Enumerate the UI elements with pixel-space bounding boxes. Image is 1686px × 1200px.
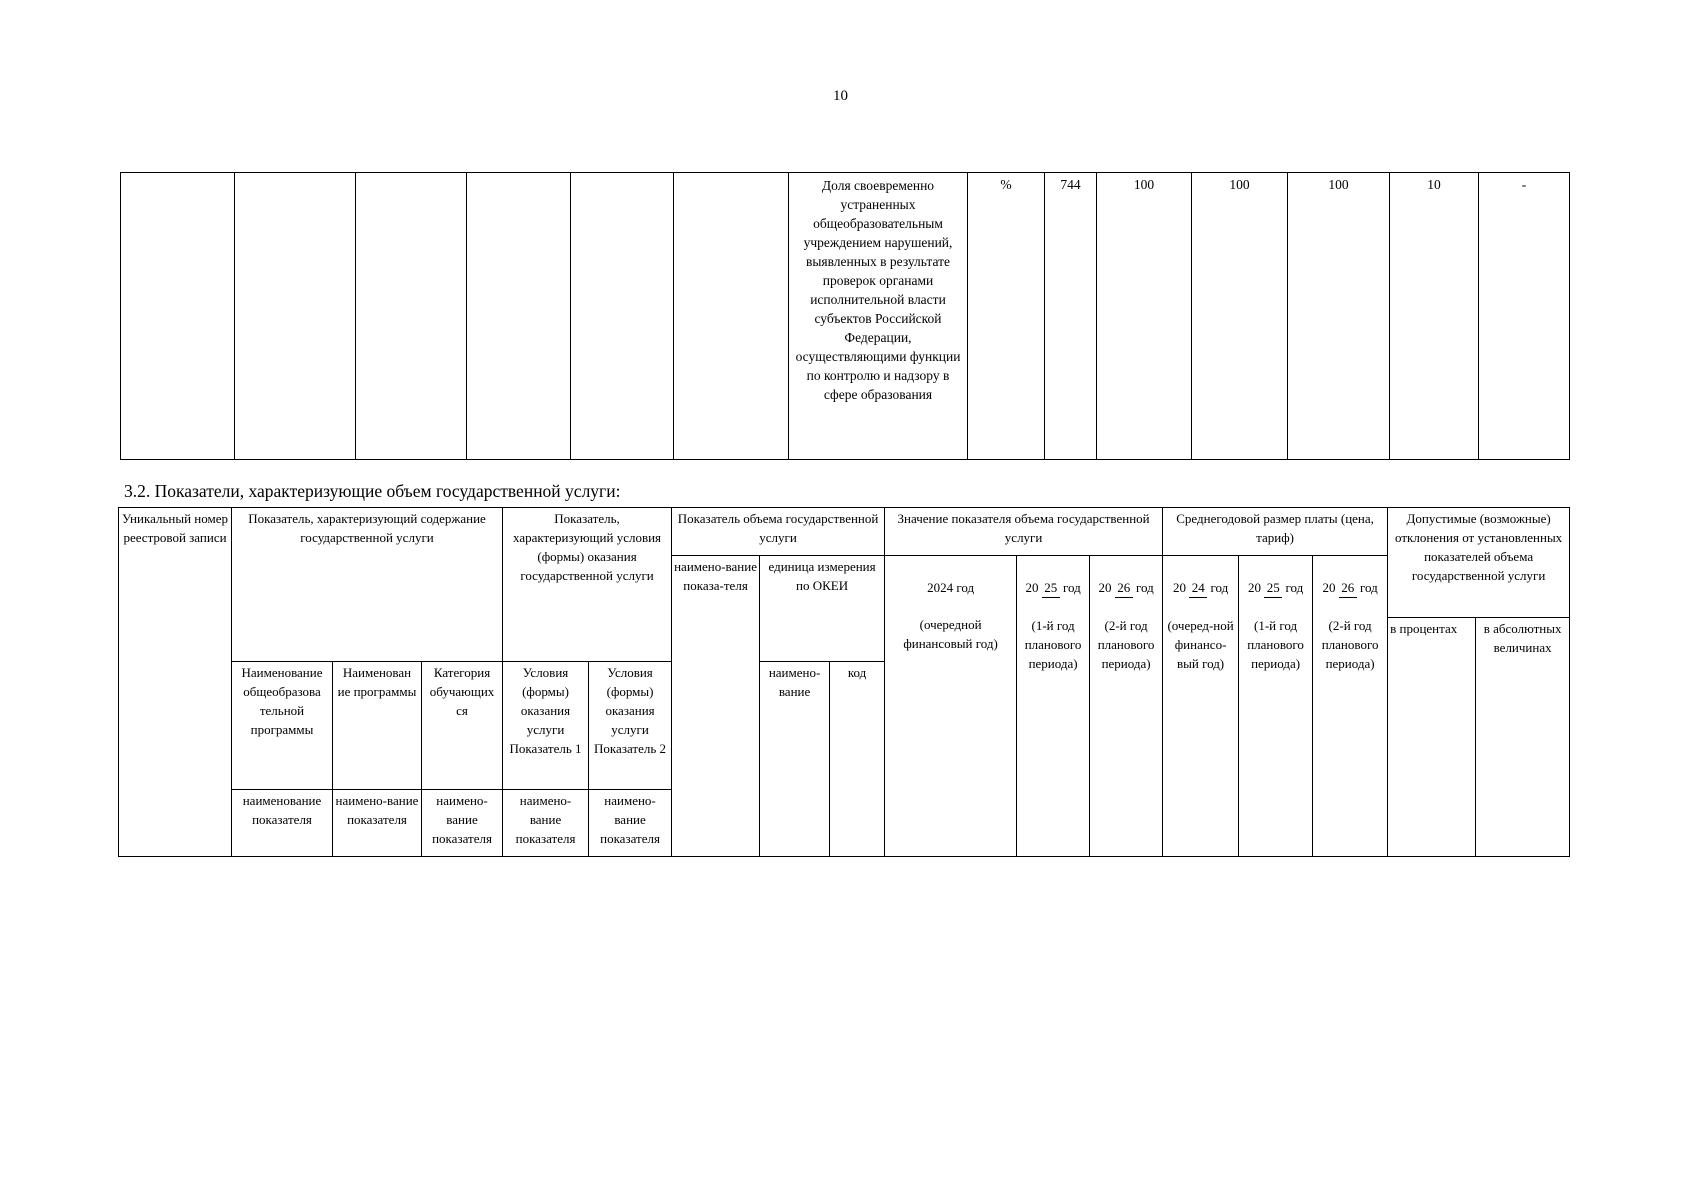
indicator-deviation-absolute: - <box>1479 173 1570 460</box>
fee-2026-header <box>1313 556 1388 857</box>
empty-cell <box>674 173 789 460</box>
indicator-name-cell: наимено-вание показателя <box>589 790 672 857</box>
year-2024-header <box>885 556 1017 857</box>
header-deviation: Допустимые (возможные) отклонения от установленных показателей объема государственной услуги <box>1388 508 1570 618</box>
table-row <box>121 173 1570 460</box>
year-2024-sub: (очередной финансовый год) <box>903 617 998 651</box>
content-col-category: Категория обучающих ся <box>422 662 503 790</box>
year-2024-label: 2024 год <box>927 580 975 595</box>
year-2025-header <box>1017 556 1090 857</box>
unit-name-header: наимено-вание <box>760 662 830 857</box>
header-volume-value: Значение показателя объема государственной услуги <box>885 508 1163 556</box>
year-prefix: 20 <box>1172 580 1186 595</box>
indicator-okei-code: 744 <box>1045 173 1097 460</box>
year-word: год <box>1210 580 1229 595</box>
deviation-percent-header: в процентах <box>1388 618 1476 857</box>
header-fee: Среднегодовой размер платы (цена, тариф) <box>1163 508 1388 556</box>
fee-2025-header <box>1239 556 1313 857</box>
indicator-name-cell: наименование показателя <box>232 790 333 857</box>
page-number: 10 <box>833 88 848 104</box>
empty-cell <box>235 173 356 460</box>
header-unique-number: Уникальный номер реестровой записи <box>119 508 232 857</box>
indicator-name-cell: наимено-вание показателя <box>503 790 589 857</box>
conditions-col-1: Условия (формы) оказания услуги Показатель 1 <box>503 662 589 790</box>
year-2026-header <box>1090 556 1163 857</box>
fee-current-period: (очеред-ной финансо-вый год) <box>1167 618 1234 671</box>
volume-indicators-table <box>118 507 1570 857</box>
first-plan-period: (1-й год планового периода) <box>1024 618 1082 671</box>
indicator-name-cell: наимено-вание показателя <box>333 790 422 857</box>
year-word: год <box>1135 580 1154 595</box>
year-suffix: 24 <box>1189 578 1207 598</box>
indicator-value-2026: 100 <box>1288 173 1390 460</box>
volume-name-header: наимено-вание показа-теля <box>672 556 760 857</box>
indicator-deviation-percent: 10 <box>1390 173 1479 460</box>
indicator-name-cell: наимено-вание показателя <box>422 790 503 857</box>
indicator-value-2024: 100 <box>1097 173 1192 460</box>
indicator-table-continuation <box>120 172 1570 460</box>
header-content-indicator: Показатель, характеризующий содержание государственной услуги <box>232 508 503 662</box>
indicator-unit: % <box>968 173 1045 460</box>
year-prefix: 20 <box>1098 580 1112 595</box>
indicator-name: Доля своевременно устраненных общеобразовательным учреждением нарушений, выявленных в результате проверок органами исполнительной власти субъектов Российской Федерации, осуществляющими функции по контролю и надзору в сфере образования <box>789 173 968 460</box>
content-col-program: Наименован ие программы <box>333 662 422 790</box>
section-heading: 3.2. Показатели, характеризующие объем государственной услуги: <box>124 481 621 501</box>
indicator-value-2025: 100 <box>1192 173 1288 460</box>
first-plan-period: (1-й год планового периода) <box>1247 618 1304 671</box>
header-conditions-indicator: Показатель, характеризующий условия (формы) оказания государственной услуги <box>503 508 672 662</box>
fee-2024-header <box>1163 556 1239 857</box>
empty-cell <box>467 173 571 460</box>
year-prefix: 20 <box>1025 580 1039 595</box>
conditions-col-2: Условия (формы) оказания услуги Показатель 2 <box>589 662 672 790</box>
header-volume-indicator: Показатель объема государственной услуги <box>672 508 885 556</box>
empty-cell <box>356 173 467 460</box>
year-suffix: 26 <box>1339 578 1357 598</box>
table-row <box>119 508 1570 556</box>
content-col-program-name: Наименование общеобразова тельной программы <box>232 662 333 790</box>
year-prefix: 20 <box>1322 580 1336 595</box>
deviation-absolute-header: в абсолютных величинах <box>1476 618 1570 857</box>
unit-code-header: код <box>830 662 885 857</box>
year-word: год <box>1359 580 1378 595</box>
empty-cell <box>571 173 674 460</box>
volume-unit-header: единица измерения по ОКЕИ <box>760 556 885 662</box>
year-suffix: 26 <box>1115 578 1133 598</box>
second-plan-period: (2-й год планового периода) <box>1321 618 1379 671</box>
year-prefix: 20 <box>1247 580 1261 595</box>
year-suffix: 25 <box>1042 578 1060 598</box>
year-word: год <box>1062 580 1081 595</box>
second-plan-period: (2-й год планового периода) <box>1097 618 1155 671</box>
year-suffix: 25 <box>1264 578 1282 598</box>
year-word: год <box>1285 580 1304 595</box>
empty-cell <box>121 173 235 460</box>
